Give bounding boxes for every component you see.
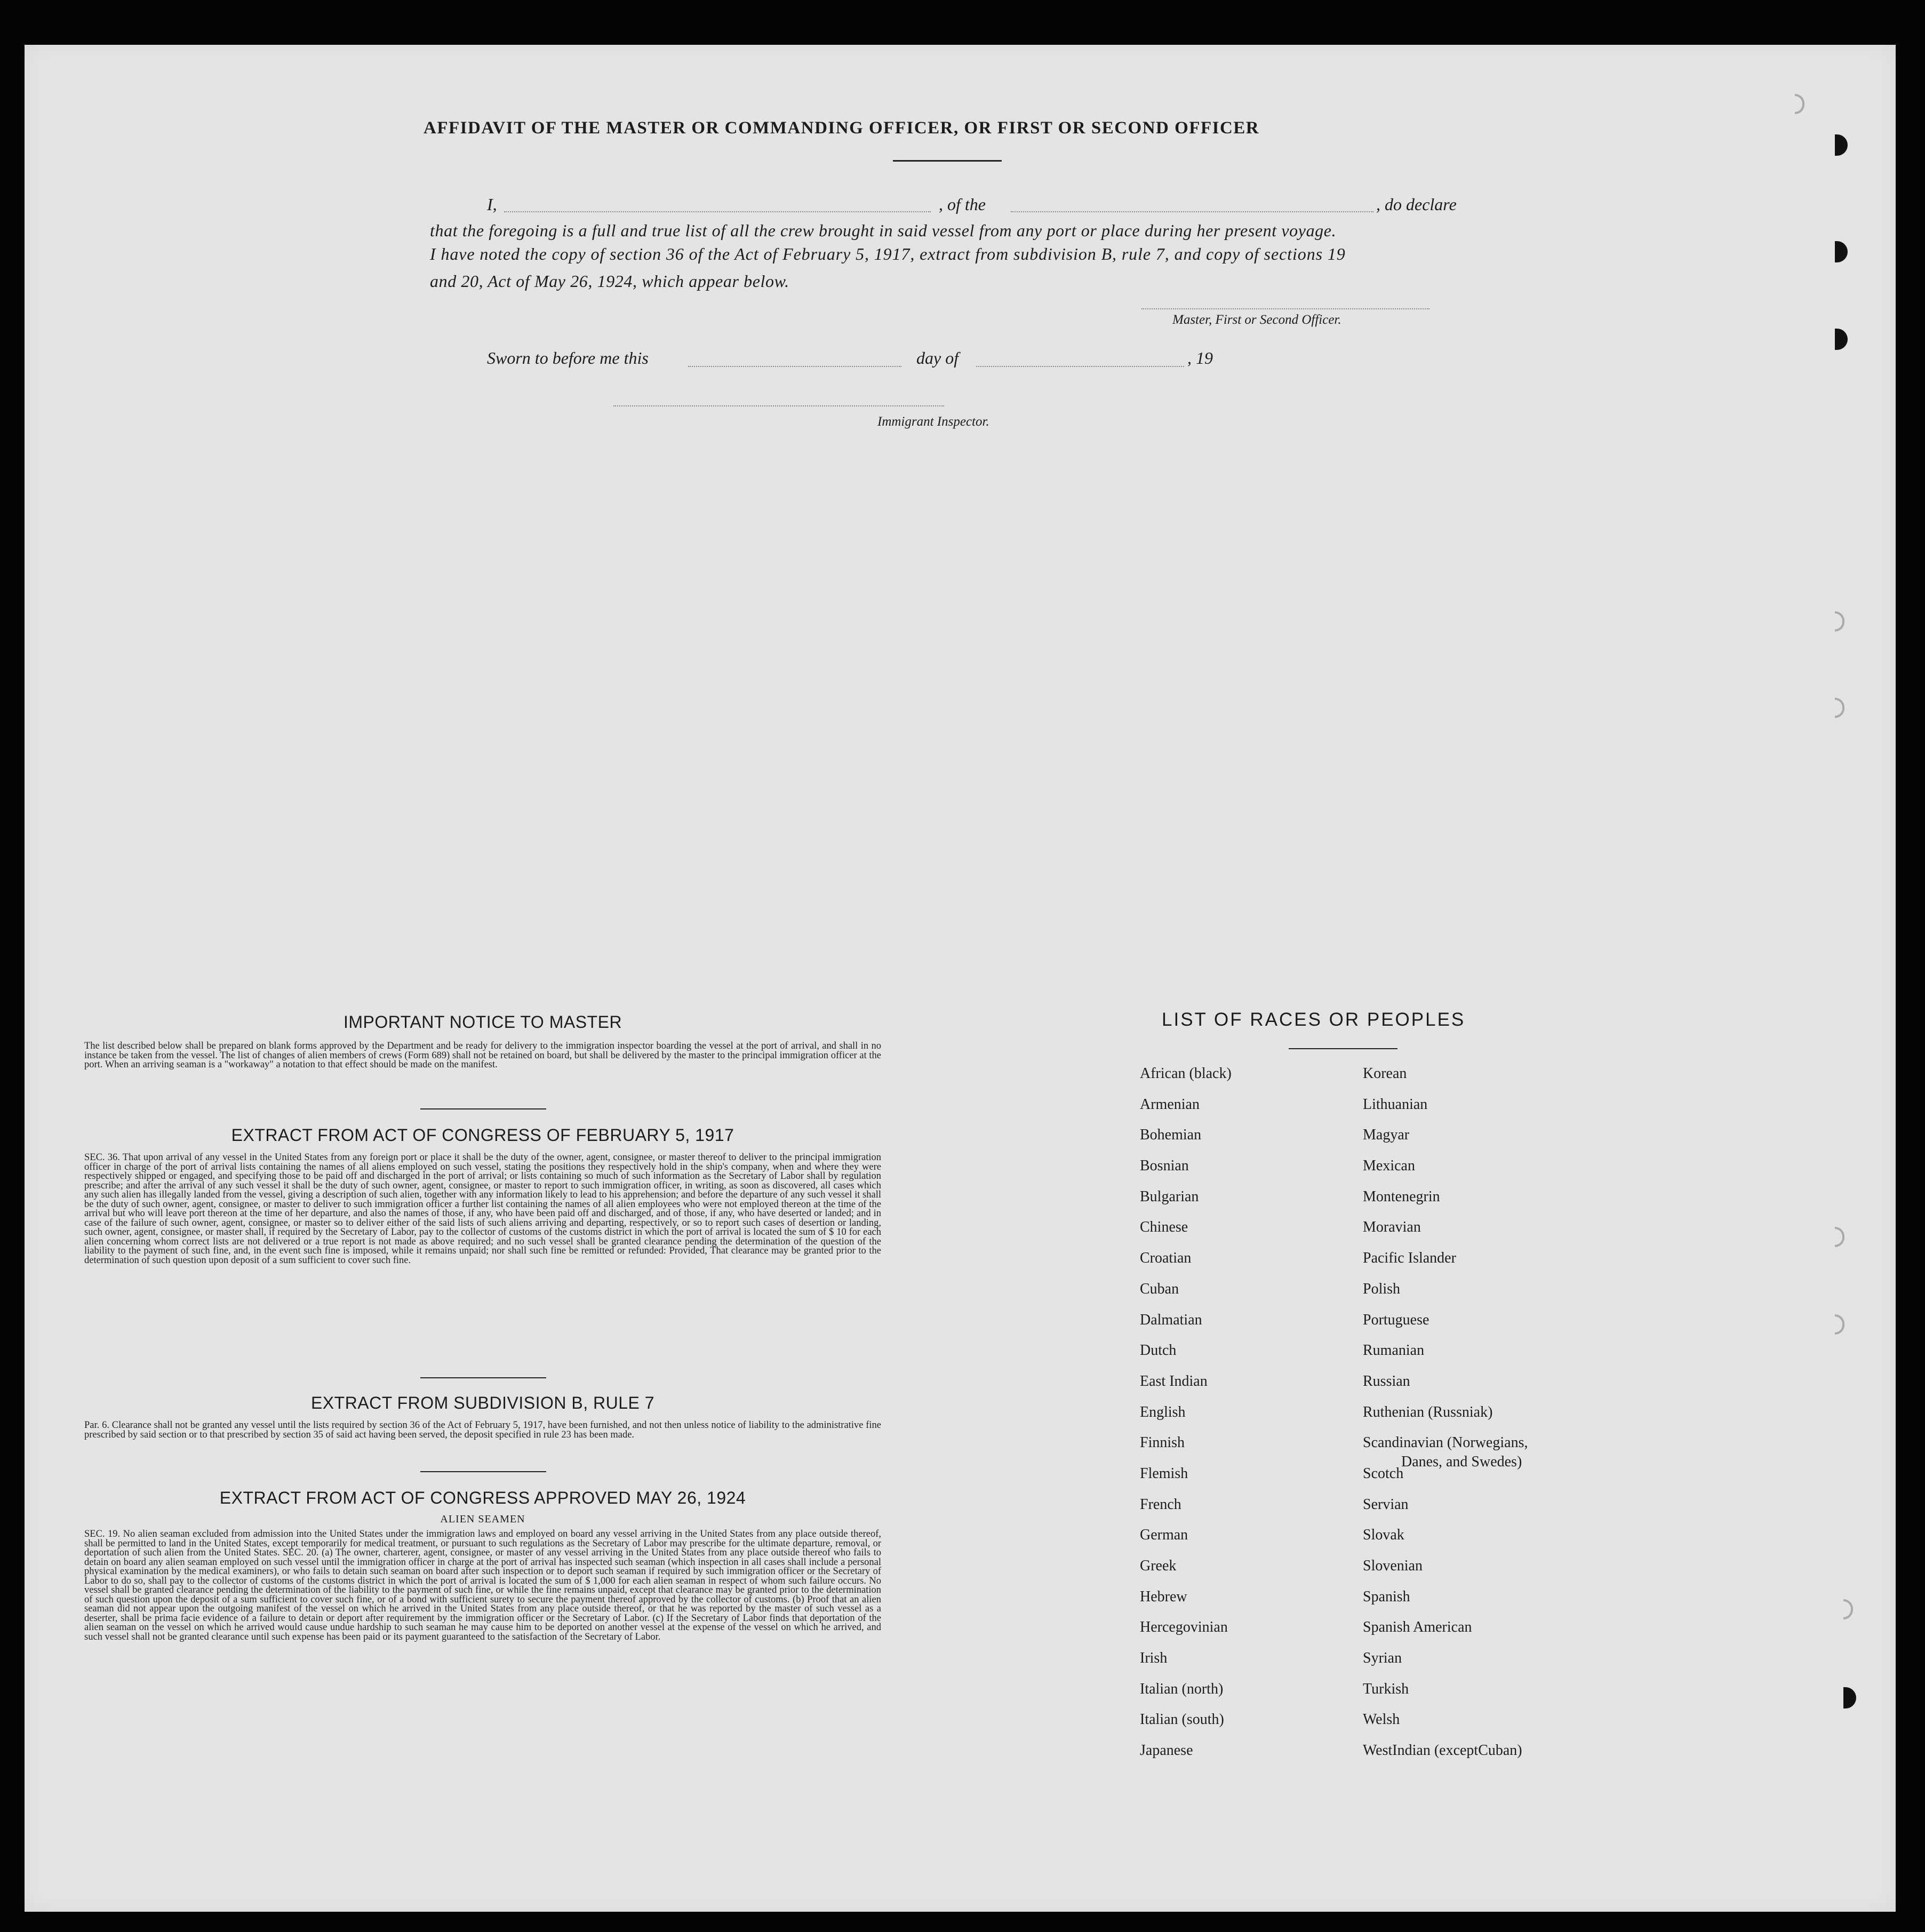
race-item: Armenian [1140, 1096, 1200, 1113]
race-item: Spanish American [1363, 1619, 1472, 1636]
race-item-continuation: Danes, and Swedes) [1401, 1454, 1522, 1470]
races-underline [1289, 1048, 1397, 1049]
sworn-year: , 19 [1187, 348, 1213, 368]
affidavit-line-3: I have noted the copy of section 36 of the Act of February 5, 1917, extract from subdivision B, rule 7, and copy of sections 19 [430, 244, 1346, 264]
race-item: Welsh [1363, 1711, 1400, 1728]
race-item: Greek [1140, 1558, 1177, 1574]
race-item: Hercegovinian [1140, 1619, 1228, 1636]
divider [420, 1471, 546, 1472]
race-item: Servian [1363, 1496, 1409, 1513]
race-item: Polish [1363, 1280, 1401, 1297]
extract-1917-heading: EXTRACT FROM ACT OF CONGRESS OF FEBRUARY 5, 1917 [231, 1125, 734, 1145]
race-item: Syrian [1363, 1650, 1402, 1667]
race-item: French [1140, 1496, 1181, 1513]
race-item: Finnish [1140, 1434, 1185, 1451]
extract-1924-heading: EXTRACT FROM ACT OF CONGRESS APPROVED MAY 26, 1924 [219, 1488, 746, 1507]
race-item: Magyar [1363, 1127, 1410, 1144]
race-item: Portuguese [1363, 1311, 1429, 1328]
affidavit-declare: , do declare [1376, 195, 1457, 214]
affidavit-of-the: , of the [939, 195, 986, 214]
race-item: Slovenian [1363, 1558, 1423, 1574]
race-item: Italian (north) [1140, 1680, 1224, 1697]
race-item: Lithuanian [1363, 1096, 1428, 1113]
race-item: Bosnian [1140, 1157, 1189, 1175]
notice-heading: IMPORTANT NOTICE TO MASTER [343, 1012, 622, 1032]
race-item: Dalmatian [1140, 1311, 1202, 1328]
extract-1924-body: SEC. 19. No alien seaman excluded from admission into the United States under the immigration laws and employed on board any vessel arriving in the United States from any place outside thereof, shall be permitted to land in the United States, except temporarily for medical treatment, or pursuant to such regulations as the Secretary of Labor may prescribe for the ultimate departure, removal, or deportation of such alien from the United States. SEC. 20. (a) The owner, charterer, agent, consignee, or master of any vessel arriving in the United States from any place outside thereof who fails to detain on board any alien seaman employed on such vessel until the immigration officer in charge at the port of arrival has inspected such seaman (which inspection in all cases shall include a personal physical examination by the medical examiners), or who fails to detain such seaman on board after such inspection or to deport such seaman if required by such immigration officer or the Secretary of Labor to do so, shall pay to the collector of customs of the customs district in which the port of arrival is located the sum of $ 1,000 for each alien seaman in respect of whom such failure occurs. No vessel shall be granted clearance pending the determination of the liability to the payment of such fine, or while the fine remains unpaid, except that clearance may be granted prior to the determination of such question upon the deposit of a sum sufficient to cover such fine, or of a bond with sufficient surety to secure the payment thereof approved by the collector of customs. (b) Proof that an alien seaman did not appear upon the outgoing manifest of the vessel on which he arrived in the United States from any place outside thereof, or that he was reported by the master of such vessel as a deserter, shall be prima facie evidence of a failure to detain or deport after requirement by the immigration officer or the Secretary of Labor. (c) If the Secretary of Labor finds that deportation of the alien seaman on the vessel on which he arrived would cause undue hardship to such seaman he may cause him to be deported on another vessel at the expense of the vessel on which he arrived, and such vessel shall not be granted clearance until such expense has been paid or its payment guaranteed to the satisfaction of the Secretary of Labor. [84, 1529, 881, 1642]
race-item: Slovak [1363, 1527, 1404, 1544]
race-item: Croatian [1140, 1250, 1192, 1267]
race-item: Russian [1363, 1372, 1410, 1390]
race-item: Japanese [1140, 1742, 1193, 1759]
affidavit-line-4: and 20, Act of May 26, 1924, which appear below. [430, 272, 789, 291]
divider [420, 1108, 546, 1109]
affidavit-title: AFFIDAVIT OF THE MASTER OR COMMANDING OFFICER, OR FIRST OR SECOND OFFICER [424, 118, 1260, 138]
races-column-2 [1363, 1066, 1528, 1774]
sworn-day-blank[interactable] [688, 366, 901, 367]
race-item: Pacific Islander [1363, 1250, 1456, 1267]
races-heading: LIST OF RACES OR PEOPLES [1162, 1009, 1466, 1030]
race-item: Bulgarian [1140, 1188, 1199, 1205]
race-item: African (black) [1140, 1065, 1232, 1082]
extract-1917-body: SEC. 36. That upon arrival of any vessel in the United States from any foreign port or place it shall be the duty of the owner, agent, consignee, or master thereof to deliver to the principal immigration officer in charge of the port of arrival lists containing the names of all aliens employed on such vessel, stating the positions they respectively hold in the ship's company, when and where they were respectively shipped or engaged, and specifying those to be paid off and discharged in the port of arrival; or lists containing so much of such information as the Secretary of Labor shall by regulation prescribe; and after the arrival of any such vessel it shall be the duty of such owner, agent, consignee, or master to report to such immigration officer, in writing, as soon as discovered, all cases which any such alien has illegally landed from the vessel, giving a description of such alien, together with any information likely to lead to his apprehension; and before the departure of any such vessel it shall be the duty of such owner, agent, consignee, or master to deliver to such immigration officer a further list containing the names of all alien employees who were not employed thereon at the time of the arrival but who will leave port thereon at the time of her departure, and also the names of those, if any, who have been paid off and discharged, and of those, if any, who have deserted or landed; and in case of the failure of such owner, agent, consignee, or master so to deliver either of the said lists of such aliens arriving and departing, respectively, or so to report such cases of desertion or landing, such owner, agent, consignee, or master shall, if required by the Secretary of Labor, pay to the collector of customs of the customs district in which the port of arrival is located the sum of $ 10 for each alien concerning whom correct lists are not delivered or a true report is not made as above required; and no such vessel shall be granted clearance pending the determination of the question of the liability to the payment of such fine, and, in the event such fine is imposed, while it remains unpaid; nor shall such fine be remitted or refunded: Provided, That clearance may be granted prior to the determination of such question upon deposit of a sum sufficient to cover such fine. [84, 1152, 881, 1266]
race-item: Mexican [1363, 1157, 1415, 1175]
races-column-1 [1140, 1066, 1232, 1774]
affidavit-i: I, [487, 195, 497, 214]
sworn-prefix: Sworn to before me this [487, 348, 649, 368]
sworn-month-blank[interactable] [976, 366, 1184, 367]
race-item: Turkish [1363, 1680, 1409, 1697]
race-item: Italian (south) [1140, 1711, 1224, 1728]
extract-rule7-heading: EXTRACT FROM SUBDIVISION B, RULE 7 [310, 1393, 655, 1412]
race-item: Montenegrin [1363, 1188, 1440, 1205]
race-item: German [1140, 1527, 1188, 1544]
sworn-day-of: day of [916, 348, 959, 368]
race-item: Scotch [1363, 1465, 1404, 1482]
race-item: Spanish [1363, 1588, 1410, 1605]
master-signature-line[interactable] [1141, 308, 1429, 309]
notice-body: The list described below shall be prepared on blank forms approved by the Department and be ready for delivery to the immigration inspector boarding the vessel at the port of arrival, and shall in no instance be taken from the vessel. The list of changes of alien members of crews (Form 689) shall not be retained on board, but shall be delivered by the master to the principal immigration officer at the port. When an arriving seaman is a "workaway" a notation to that effect should be made on the manifest. [84, 1041, 881, 1070]
affidavit-line-2: that the foregoing is a full and true list of all the crew brought in said vessel from any port or place during her present voyage. [430, 221, 1337, 240]
divider [420, 1377, 546, 1378]
race-item: Flemish [1140, 1465, 1188, 1482]
title-underline [893, 160, 1002, 162]
inspector-caption: Immigrant Inspector. [877, 414, 989, 429]
name-blank[interactable] [504, 211, 931, 212]
race-item: WestIndian (exceptCuban) [1363, 1742, 1522, 1759]
race-item: Korean [1363, 1065, 1407, 1082]
race-item: Chinese [1140, 1219, 1188, 1236]
race-item: Moravian [1363, 1219, 1421, 1236]
extract-1924-subheading: ALIEN SEAMEN [440, 1513, 525, 1525]
race-item: Ruthenian (Russniak) [1363, 1403, 1493, 1420]
master-caption: Master, First or Second Officer. [1172, 313, 1341, 327]
inspector-signature-line[interactable] [613, 405, 944, 406]
race-item: Rumanian [1363, 1342, 1425, 1359]
race-item: Cuban [1140, 1280, 1179, 1297]
race-item: English [1140, 1403, 1186, 1420]
race-item: East Indian [1140, 1372, 1208, 1390]
extract-rule7-body: Par. 6. Clearance shall not be granted any vessel until the lists required by section 36 of the Act of February 5, 1917, have been furnished, and not then unless notice of liability to the administrative fine prescribed by said section or to that prescribed by section 35 of said act having been served, the deposit specified in rule 23 has been made. [84, 1420, 881, 1440]
race-item: Irish [1140, 1650, 1168, 1667]
race-item: Bohemian [1140, 1127, 1202, 1144]
race-item: Scandinavian (Norwegians, [1363, 1434, 1528, 1451]
race-item: Hebrew [1140, 1588, 1187, 1605]
race-item: Dutch [1140, 1342, 1177, 1359]
vessel-blank[interactable] [1011, 211, 1373, 212]
